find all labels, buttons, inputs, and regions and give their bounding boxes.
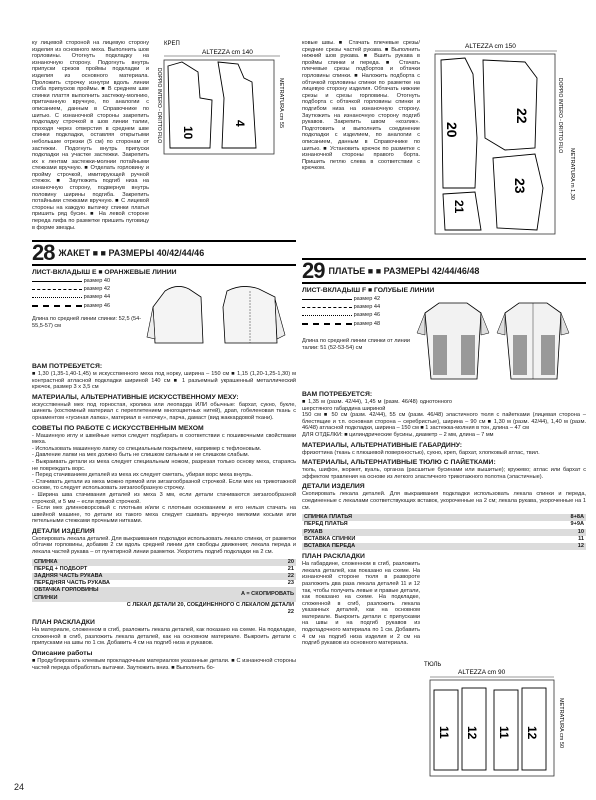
- details-heading: ДЕТАЛИ ИЗДЕЛИЯ: [302, 483, 365, 491]
- model-29-section: [302, 258, 586, 647]
- pattern-diagram-crepe: [152, 38, 292, 160]
- alt-materials-tulle-heading: МАТЕРИАЛЫ, АЛЬТЕРНАТИВНЫЕ ТЮЛЮ С ПАЙЕТКАМИ:: [302, 459, 496, 467]
- pattern-width-label: ALTEZZA cm 90: [458, 669, 506, 676]
- piece-number: 12: [577, 542, 584, 549]
- page-number: 24: [14, 782, 25, 792]
- alt-materials-heading: МАТЕРИАЛЫ, АЛЬТЕРНАТИВНЫЕ ИСКУССТВЕННОМУ МЕХУ:: [32, 393, 239, 401]
- layout-plan-text: На габардине, сложенном в сгиб, разложить лекала деталей, как показано на схеме. На изнаночной стороне тюля в развороте разложить два раза лекала деталей 11 и 12 так, чтобы получить левые и правые детали, как показано на схеме. На подкладке, сложенной в сгиб, разложить лекала указанных деталей, как на основном материале. Выкроить детали с припусками на швы и на подгиб рукавов из подкладочного материала по 1 см. Добавить 4 см на подгиб низа изделия и 2 см на подгиб рукавов из основного материала.: [302, 561, 420, 647]
- model-number: 29: [302, 258, 325, 283]
- piece-number: 11: [578, 535, 584, 542]
- pattern-piece-number: 22: [514, 108, 530, 124]
- details-text: Скопировать лекала деталей. Для выкраивания подкладки использовать лекало спинки, от разметки обтачки горловины, добавив 2 см вдоль средней линии для свободы движения; лекала переда и лекала частей рукава – от пунктирной линии разметки. Укоротить подгиб подкладки на 2 см.: [32, 535, 296, 556]
- dress-illustration: [417, 295, 586, 388]
- work-description-text: ■ Продублировать клеевым прокладочным материалом указанные детали. ■ С изнаночной стороны частей переда обработать вытачки. Заутюжить вниз. ■ Выполнить бо-: [32, 658, 296, 671]
- pattern-piece-number: 12: [525, 726, 539, 740]
- pattern-piece-number: 21: [452, 200, 466, 214]
- col1-top-text: ку лицевой стороной на лицевую сторону изделия из основного меха. Выполнить шов горловины. Отогнуть подкладку на изнаночную сторону. Подогнуть внутрь припуски срезов проймы подкладки и изделия из основного материала. Проложить строчку изнутри вдоль линии сгиба припусков проймы. ■ В среднем шве спинки плаття выполнить застежку-молнию, притачанную вручную, по аналогии с описанием, данным в Справочнике по шитью. С изнаночной стороны закрепить подкладку строчкой в шов линии талии, проходя через отверстия в среднем шве спинки подкладки, оставляя открытыми небольшие отрезки (5 см) по сторонам от застежки. Подогнуть внутрь припуски подкладки на участке застежки. Закрепить их к лентам застежки-молнии потайными стежками вручную. ■ Отделать горловину и пройму строчкой, имитирующей ручной стежок. ■ Заутюжить подгиб низа на изнаночную сторону, подвернув внутрь половину ширины подгиба. Закрепить потайными стежками вручную. ■ С лицевой стороны на каждую вытачку спинки платья пришить ряд бусин. ■ На левой стороне переда лифа по разметке пришить пуговицу в форме звезды.: [32, 40, 149, 231]
- piece-number: 20: [287, 558, 294, 565]
- fur-tip: - Если мех длинноворсовый с плотным и/или с плотным основанием и его нельзя стачать на швейной машине, то детали из такого меха следует сшивать вручную мелкими косыми или петельными стежками прочными нитками.: [32, 505, 296, 525]
- insert-sheet-label: ЛИСТ-ВКЛАДЫШ F ■ ГОЛУБЫЕ ЛИНИИ: [302, 287, 435, 294]
- fur-tip: - Ширина шва стачивания деталей из меха 3 мм, если детали стачиваются зигзагообразной строчкой, и 5 мм – если прямой строчкой.: [32, 491, 296, 505]
- piece-name: ПЕРЕД + ПОДБОРТ: [34, 565, 88, 572]
- piece-number: A = СКОПИРОВАТЬ: [240, 591, 294, 598]
- pattern-fold-label: DOPPIO INTERO - DRITTO FILO: [557, 78, 563, 154]
- fur-tips-heading: СОВЕТЫ ПО РАБОТЕ С ИСКУССТВЕННЫМ МЕХОМ: [32, 424, 204, 432]
- pattern-diagram-tulle: [424, 658, 586, 780]
- back-length: Длина по средней линии спинки от линии талии: 51 (52-53-54) см: [302, 338, 410, 351]
- model-28-header: [32, 240, 296, 266]
- piece-number: 9+9А: [570, 521, 584, 528]
- piece-name: СПИНКА: [34, 558, 58, 565]
- insert-sheet-label: ЛИСТ-ВКЛАДЫШ Е ■ ОРАНЖЕВЫЕ ЛИНИИ: [32, 269, 177, 276]
- work-description-heading: Описание работы: [32, 650, 93, 658]
- piece-name: ВСТАВКА ПЕРЕДА: [304, 542, 356, 549]
- piece-number: 22: [287, 573, 294, 580]
- alt-materials-heading: МАТЕРИАЛЫ, АЛЬТЕРНАТИВНЫЕ ГАБАРДИНУ:: [302, 441, 463, 449]
- model-28-section: [32, 240, 296, 671]
- materials-needed-text: ■ 1,35 м (разм. 42/44), 1,45 м (разм. 46/48) однотонного шерстяного габардина шириной: [302, 399, 452, 412]
- pieces-table: [32, 559, 296, 617]
- model-29-header: [302, 258, 586, 284]
- fur-tip: - Использовать машинную лапку со специальным покрытием, например с тефлоновым.: [32, 445, 262, 452]
- layout-plan-heading: ПЛАН РАСКЛАДКИ: [32, 619, 95, 627]
- pattern-label-tulle: ТЮЛЬ: [424, 662, 442, 668]
- pattern-piece-number: 11: [437, 726, 451, 739]
- details-text: Скопировать лекала деталей. Для выкраивания подкладки использовать лекала спинки и переда, соединенные с лекалами соответствующих вставок, укороченные на 2 см; лекала рукава, укороченные на 1 см.: [302, 491, 586, 511]
- pattern-diagram-gabardine: [425, 38, 585, 238]
- pattern-piece-number: 12: [465, 726, 479, 740]
- jacket-illustration: [147, 277, 296, 360]
- layout-plan-heading: ПЛАН РАСКЛАДКИ: [302, 553, 365, 561]
- model-title: ПЛАТЬЕ ■ ■ РАЗМЕРЫ 42/44/46/48: [328, 266, 480, 276]
- materials-needed-heading: ВАМ ПОТРЕБУЕТСЯ:: [32, 363, 103, 370]
- piece-name: СПИНКА ПЛАТЬЯ: [304, 514, 353, 521]
- fur-tip: - Стачивать детали из меха можно прямой или зигзагообразной строчкой. Если мех на трикотажной основе, то следует использовать зигзагообразную строчку.: [32, 478, 296, 492]
- pattern-fold-label: DOPPIO INTERO - DRITTO FILO: [156, 68, 162, 144]
- layout-plan-text: На материале, сложенном в сгиб, разложить лекала деталей, как показано на схеме. На подкладке, сложенной в сгиб, разложить лекала деталей, как на основном материале. Выкроить детали с припусками на швы по 1 см. Добавить 4 см на подгиб низа и рукавов.: [32, 627, 296, 647]
- alt-materials-text: фризоттина (ткань с плюшевой поверхностью), сукно, креп, бархат, хлопковый атлас, твил.: [302, 449, 540, 456]
- piece-number: 8+8А: [570, 514, 584, 521]
- size-46: размер 46: [353, 312, 381, 318]
- pattern-piece-number: 23: [512, 178, 528, 194]
- col2-top-text: ковые швы. ■ Стачать плечевые срезы/ средние срезы частей рукава. ■ Выполнить нижний шов рукава. ■ Вшить рукава в проймы спинки и переда. ■ Стачать плечевые срезы подбортов и обтачки горловины спинки. ■ Наложить подборта с обтачкой горловины спинки по разметке на лицевую сторону изделия. Обтачать нижние срезы и срезы горловины. Отогнуть подборта с обтачкой горловины спинки и подгибом низа на изнаночную сторону. Заутюжить на изнаночную сторону подгиб рукавов. Закрепить швом «козлик». Подготовить и выполнить соединение подкладки с изделием, по аналогии с описанием, данным в Справочнике по шитью. ■ Установить крючок по разметке с изнаночной стороны правого борта. Пришить петлю слева в соответствии с крючком.: [302, 40, 420, 172]
- piece-name: ЗАДНЯЯ ЧАСТЬ РУКАВА: [34, 573, 103, 580]
- piece-name: РУКАВ: [304, 528, 323, 535]
- back-length: Длина по средней линии спинки: 52,5 (54-55,5-57) см: [32, 316, 142, 329]
- piece-number: С ЛЕКАЛ ДЕТАЛИ 20, СОЕДИНЕННОГО С ЛЕКАЛОМ ДЕТАЛИ 22: [126, 601, 294, 616]
- materials-needed-heading: ВАМ ПОТРЕБУЕТСЯ:: [302, 391, 373, 398]
- materials-needed-text-2: 150 см ■ 50 см (разм. 42/44), 55 см (разм. 46/48) эластичного тюля с пайетками (лицевая сторона – блестящие и т.п. основная сторона – серебристые), ширина – 90 см ■ 1,30 м (разм. 42/44), 1,40 м (разм. 46/48) атласной подкладки, ширина – 150 см ■ 1 застежка-молния в тон, длина – 47 см: [302, 412, 586, 432]
- piece-name: ВСТАВКА СПИНКИ: [304, 535, 356, 542]
- piece-number: 21: [287, 565, 294, 572]
- size-46: размер 46: [83, 303, 111, 309]
- size-42: размер 42: [83, 286, 111, 292]
- size-44: размер 44: [83, 294, 111, 300]
- materials-needed-text: ■ 1,30 (1,35-1,40-1,45) м искусственного меха под норку, ширина – 150 см ■ 1,15 (1,20-1,25-1,30) м контрастной атласной подкладки шириной 140 см ■ 1 разъемный укрaшенный металлический крючок, размер 3 х 3,5 см: [32, 371, 296, 391]
- piece-name: ПЕРЕДНЯЯ ЧАСТЬ РУКАВА: [34, 580, 110, 587]
- pattern-piece-number: 10: [181, 126, 195, 140]
- pattern-width-label: ALTEZZA cm 140: [202, 49, 253, 56]
- size-40: размер 40: [83, 278, 111, 284]
- pattern-length-label: METRATURA m 1,30: [569, 148, 575, 200]
- pattern-width-label: ALTEZZA cm 150: [465, 43, 516, 50]
- piece-name: [32, 602, 123, 616]
- pattern-length-label: METRATURA cm 55: [278, 78, 284, 129]
- size-48: размер 48: [353, 321, 381, 327]
- pattern-piece-number: 11: [497, 726, 511, 739]
- pattern-length-label: METRATURA cm 50: [558, 698, 564, 749]
- fur-tip: - Перед стачиванием деталей из меха их следует сметать, убирая ворс меха внутрь.: [32, 472, 253, 479]
- size-42: размер 42: [353, 296, 381, 302]
- alt-materials-text: искусственный мех под горностая, кролика или леопарда ИЛИ обычные: бархат, сукно, букле, шинель (костюмный материал с переплетением многоцветных нитей), драп, гобеленовая ткань с орнаментом «гусиная лапка», материал в «елочку», парча, дамаст (вид жаккардовой ткани).: [32, 401, 296, 421]
- model-number: 28: [32, 240, 55, 265]
- pieces-table: [302, 514, 586, 550]
- col1-top-text-wide: [32, 160, 292, 230]
- alt-materials-tulle-text: тюль, шифон, жоржет, вуаль, органза (расшитые бусинами или вышитые); кружево; атлас или бархат с эффектом травления на основе из легкого эластичного трикотажного полотна (эластичные).: [302, 467, 586, 480]
- pattern-piece-number: 20: [444, 122, 460, 138]
- fur-tip: - Машинную иглу и швейные нитки следует подбирать в соответствии с пошивочными свойствами меха.: [32, 432, 296, 446]
- size-legend: [32, 277, 147, 310]
- fur-tip: - Давление лапки на мех должно быть не слишком сильным и не слишком слабым.: [32, 452, 250, 459]
- piece-name: ПЕРЕД ПЛАТЬЯ: [304, 521, 348, 528]
- piece-number: 10: [577, 528, 584, 535]
- pattern-label-crepe: КРЕП: [164, 41, 180, 47]
- size-44: размер 44: [353, 304, 381, 310]
- piece-number: 23: [287, 580, 294, 587]
- size-legend: [302, 295, 417, 328]
- piece-name: ОБТАЧКА ГОРЛОВИНЫ СПИНКИ: [34, 587, 99, 601]
- model-title: ЖАКЕТ ■ ■ РАЗМЕРЫ 40/42/44/46: [58, 248, 205, 258]
- pattern-piece-number: 4: [233, 120, 247, 127]
- details-heading: ДЕТАЛИ ИЗДЕЛИЯ: [32, 527, 95, 535]
- trim-text: ДЛЯ ОТДЕЛКИ: ■ цилиндрические бусины, диаметр – 2 мм, длина – 7 мм: [302, 431, 494, 438]
- fur-tip: - Выкраивать детали из меха следует специальным ножом, разрезая только основу меха, стараясь не повреждать ворс.: [32, 458, 296, 472]
